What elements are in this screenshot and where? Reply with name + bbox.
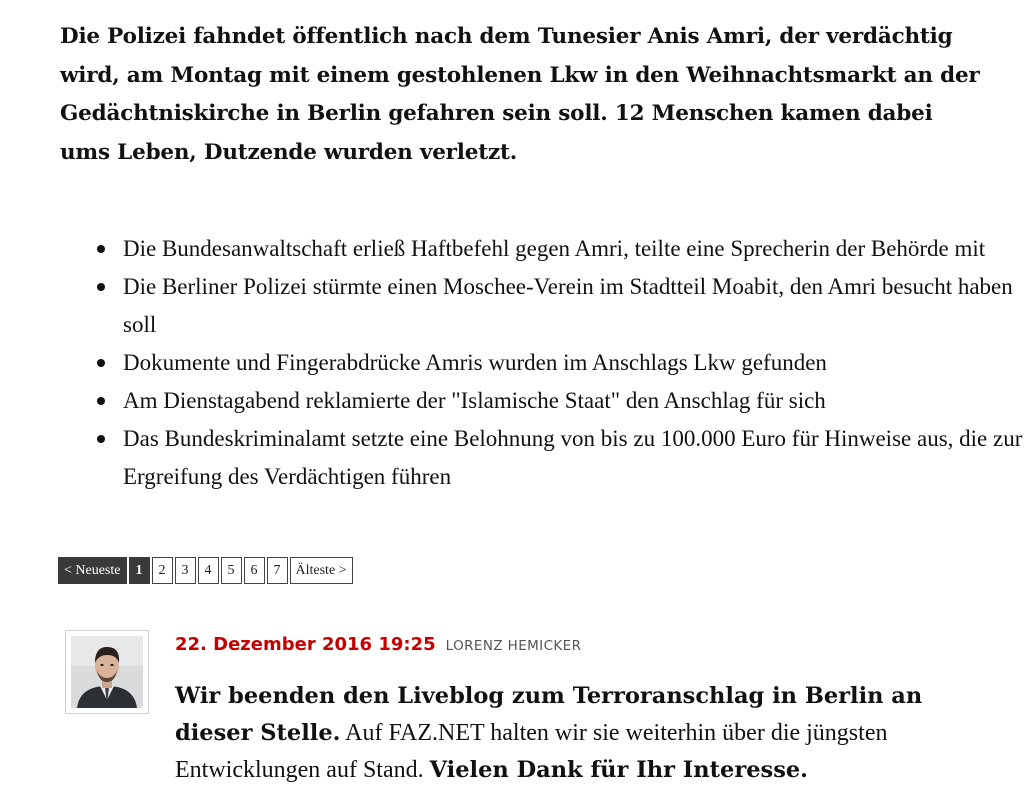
entry-text xyxy=(175,678,995,789)
list-item: Die Berliner Polizei stürmte einen Moschee-Verein im Stadtteil Moabit, den Amri besucht haben soll xyxy=(123,268,1024,344)
pagination xyxy=(58,557,353,584)
list-item: Am Dienstagabend reklamierte der "Islamische Staat" den Anschlag für sich xyxy=(123,382,1024,420)
author-portrait-icon xyxy=(71,636,143,708)
entry-meta xyxy=(175,634,581,655)
page-6-button[interactable]: 6 xyxy=(244,557,265,584)
page-4-button[interactable]: 4 xyxy=(198,557,219,584)
entry-body: Auf FAZ.NET halten wir sie weiterhin über die jüngsten Entwicklungen auf Stand. xyxy=(175,720,888,783)
list-item: Die Bundesanwaltschaft erließ Haftbefehl gegen Amri, teilte eine Sprecherin der Behörde mit xyxy=(123,230,1024,268)
entry-bold-outro: Vielen Dank für Ihr Interesse. xyxy=(429,757,809,783)
entry-timestamp: 22. Dezember 2016 19:25 xyxy=(175,634,436,655)
entry-author: LORENZ HEMICKER xyxy=(445,638,582,654)
page-1-button[interactable]: 1 xyxy=(129,557,150,584)
entry-bold-intro: Wir beenden den Liveblog zum Terroranschlag in Berlin an dieser Stelle. xyxy=(175,683,923,746)
lead-paragraph: Die Polizei fahndet öffentlich nach dem Tunesier Anis Amri, der verdächtig wird, am Montag mit einem gestohlenen Lkw in den Weihnachtsmarkt an der Gedächtniskirche in Berlin gefahren sein soll. 12 Menschen kamen dabei ums Leben, Dutzende wurden verletzt. xyxy=(60,24,980,165)
list-item: Das Bundeskriminalamt setzte eine Belohnung von bis zu 100.000 Euro für Hinweise aus, die zur Ergreifung des Verdächtigen führen xyxy=(123,420,1024,496)
page-2-button[interactable]: 2 xyxy=(152,557,173,584)
page-5-button[interactable]: 5 xyxy=(221,557,242,584)
list-item: Dokumente und Fingerabdrücke Amris wurden im Anschlags Lkw gefunden xyxy=(123,344,1024,382)
page-3-button[interactable]: 3 xyxy=(175,557,196,584)
oldest-button[interactable]: Älteste > xyxy=(290,557,353,584)
newest-button[interactable]: < Neueste xyxy=(58,557,127,584)
page-7-button[interactable]: 7 xyxy=(267,557,288,584)
avatar xyxy=(65,630,149,714)
key-facts-list xyxy=(60,230,1024,496)
